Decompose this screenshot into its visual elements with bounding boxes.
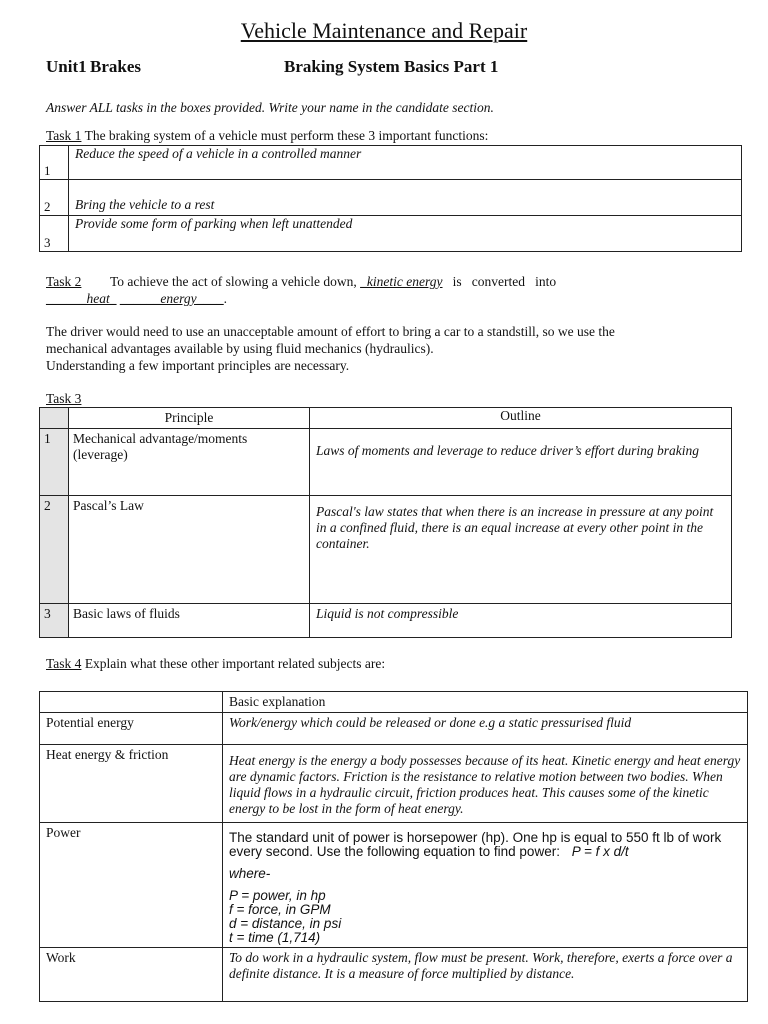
task1-heading — [46, 128, 488, 144]
task3-outline[interactable]: Pascal's law states that when there is an increase in pressure at any point in a confined fluid, there is an equal increase at every other point in the container. — [310, 496, 732, 604]
task4-table — [39, 691, 748, 1002]
paragraph-line: The driver would need to use an unacceptable amount of effort to bring a car to a standstill, so we use the — [46, 324, 615, 339]
task2-blank-energy[interactable]: ______energy____ — [119, 291, 224, 306]
task3-principle: Basic laws of fluids — [69, 604, 310, 638]
task4-explanation[interactable] — [223, 823, 748, 948]
power-where: where- — [229, 866, 271, 881]
instructions: Answer ALL tasks in the boxes provided. Write your name in the candidate section. — [46, 100, 494, 115]
task4-heading — [46, 656, 385, 672]
task4-explanation[interactable]: To do work in a hydraulic system, flow must be present. Work, therefore, exerts a force over a definite distance. It is a measure of force multiplied by distance. — [223, 948, 748, 1002]
task4-text: Explain what these other important related subjects are: — [81, 656, 386, 671]
paragraph-line: mechanical advantages available by using fluid mechanics (hydraulics). — [46, 341, 434, 356]
task1-row-number: 2 — [40, 180, 69, 216]
document-title: Vehicle Maintenance and Repair — [240, 18, 528, 43]
task4-explanation[interactable]: Work/energy which could be released or done e.g a static pressurised fluid — [223, 713, 748, 745]
task1-answer[interactable]: Reduce the speed of a vehicle in a controlled manner — [69, 146, 742, 180]
task4-subject: Potential energy — [40, 713, 223, 745]
task3-header-outline: Outline — [310, 408, 732, 429]
task2-block — [46, 273, 746, 307]
power-equation: P = f x d/t — [571, 844, 629, 859]
task3-outline[interactable]: Laws of moments and leverage to reduce driver’s effort during braking — [310, 429, 732, 496]
task3-outline[interactable]: Liquid is not compressible — [310, 604, 732, 638]
task2-label: Task 2 — [46, 274, 82, 289]
task3-header-principle: Principle — [69, 408, 310, 429]
task4-explanation[interactable]: Heat energy is the energy a body possesses because of its heat. Kinetic energy and heat energy are dynamic factors. Friction is the resistance to relative motion between two bodies. When liquid flows in a hydraulic circuit, friction produces heat. This causes some of the kinetic energy to be lost in the form of heat energy. — [223, 745, 748, 823]
paragraph-line: Understanding a few important principles are necessary. — [46, 358, 350, 373]
task3-row-number: 2 — [40, 496, 69, 604]
task1-label: Task 1 — [46, 128, 82, 143]
task4-header-explanation: Basic explanation — [223, 692, 748, 713]
task4-subject: Heat energy & friction — [40, 745, 223, 823]
task4-label: Task 4 — [46, 656, 82, 671]
task3-principle: Mechanical advantage/moments (leverage) — [69, 429, 310, 496]
task2-blank-heat[interactable]: ______heat_ — [46, 291, 117, 306]
power-def-line: f = force, in GPM — [229, 902, 331, 917]
power-def-line: t = time (1,714) — [229, 930, 321, 945]
task4-header-blank — [40, 692, 223, 713]
task3-row-number: 1 — [40, 429, 69, 496]
unit-topic: Brakes — [90, 57, 141, 76]
task3-label: Task 3 — [46, 391, 82, 406]
task2-text-a: To achieve the act of slowing a vehicle down, — [109, 274, 361, 289]
task2-end: . — [223, 291, 227, 306]
intro-paragraph — [46, 323, 746, 374]
task1-answer[interactable]: Provide some form of parking when left unattended — [69, 216, 742, 252]
document-subtitle: Braking System Basics Part 1 — [284, 57, 499, 76]
task1-table — [39, 145, 742, 252]
task4-subject: Power — [40, 823, 223, 948]
unit-number: Unit1 — [46, 57, 87, 76]
power-definition: The standard unit of power is horsepower (hp). One hp is equal to 550 ft lb of work every second. Use the following equation to find power: — [229, 830, 722, 859]
power-def-line: d = distance, in psi — [229, 916, 342, 931]
task1-text: The braking system of a vehicle must perform these 3 important functions: — [81, 128, 489, 143]
task2-text-b: is converted into — [442, 274, 557, 289]
task1-row-number: 3 — [40, 216, 69, 252]
task3-principle: Pascal’s Law — [69, 496, 310, 604]
task2-blank-kinetic[interactable]: _kinetic energy — [360, 274, 443, 289]
task3-row-number: 3 — [40, 604, 69, 638]
task4-subject: Work — [40, 948, 223, 1002]
task1-answer[interactable]: Bring the vehicle to a rest — [69, 180, 742, 216]
task3-header-num — [40, 408, 69, 429]
task3-table — [39, 407, 732, 638]
power-def-line: P = power, in hp — [229, 888, 326, 903]
task1-row-number: 1 — [40, 146, 69, 180]
